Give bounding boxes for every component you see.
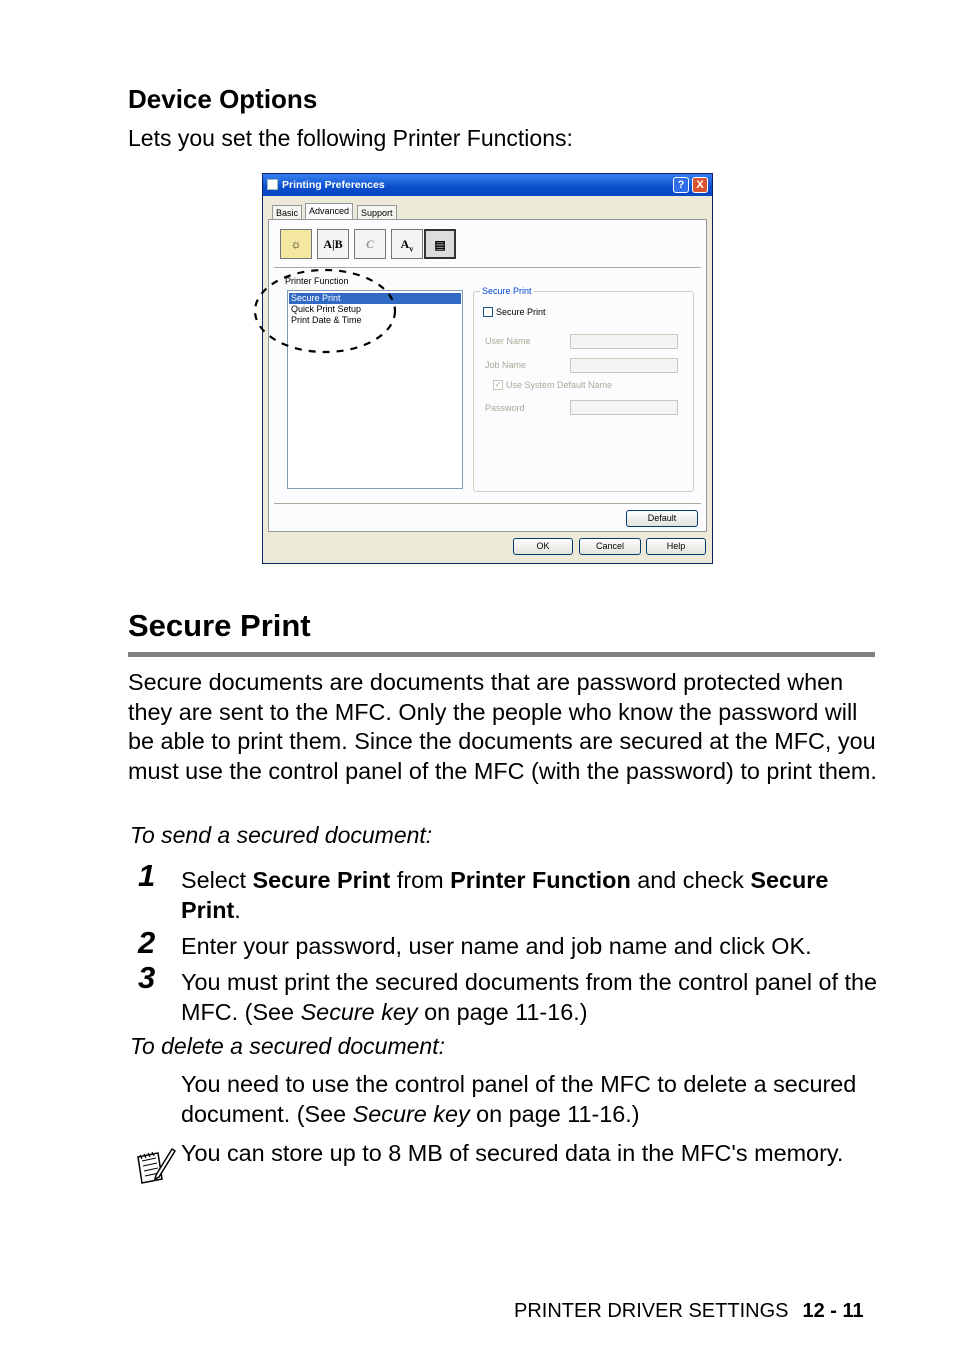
- list-item-quick-print-setup[interactable]: Quick Print Setup: [291, 304, 362, 314]
- section-heading-secure-print: Secure Print: [128, 608, 311, 643]
- dialog-titlebar[interactable]: [263, 174, 712, 196]
- ok-button[interactable]: OK: [513, 538, 573, 555]
- printing-preferences-dialog: [262, 173, 713, 564]
- help-button[interactable]: Help: [646, 538, 706, 555]
- step-number: 3: [138, 960, 156, 995]
- list-item-secure-print[interactable]: Secure Print: [289, 293, 461, 304]
- dialog-title: Printing Preferences: [282, 179, 385, 191]
- footer-section: PRINTER DRIVER SETTINGS: [514, 1300, 789, 1322]
- cancel-button[interactable]: Cancel: [579, 538, 641, 555]
- printer-icon: [267, 179, 278, 190]
- password-input[interactable]: [570, 400, 678, 415]
- user-name-input[interactable]: [570, 334, 678, 349]
- step-text: You must print the secured documents from the control panel of the MFC. (See Secure key on page 11-16.): [181, 969, 878, 1025]
- use-system-default-label: Use System Default Name: [506, 380, 613, 390]
- note-pencil-icon: [134, 1145, 176, 1187]
- default-button[interactable]: Default: [626, 510, 698, 527]
- step-number: 1: [138, 858, 156, 893]
- scaling-icon[interactable]: $A_v$: [391, 229, 423, 259]
- note-text: You can store up to 8 MB of secured data in the MFC's memory.: [181, 1140, 844, 1166]
- tab-advanced[interactable]: Advanced: [305, 203, 353, 221]
- secure-print-checkbox-label: Secure Print: [496, 307, 546, 317]
- secure-print-group: [473, 286, 694, 492]
- section-heading-device-options: Device Options: [128, 84, 318, 114]
- group-title: Secure Print: [482, 286, 532, 296]
- use-system-default-checkbox[interactable]: ✓: [494, 380, 502, 389]
- duplex-icon[interactable]: A|B: [317, 229, 349, 259]
- send-subheading: To send a secured document:: [130, 822, 433, 848]
- job-name-input[interactable]: [570, 358, 678, 373]
- page-footer: [514, 1300, 864, 1323]
- delete-subheading: To delete a secured document:: [130, 1033, 445, 1059]
- body-paragraph: Secure documents are documents that are password protected when they are sent to the MFC. Only the people who know the password will be able to print them. Since the documents are secured at the MFC, you must use the control panel of the MFC (with the password) to print them.: [128, 669, 877, 784]
- tab-support[interactable]: Support: [357, 205, 397, 220]
- watermark-icon[interactable]: C: [354, 229, 386, 259]
- step-number: 2: [138, 925, 156, 960]
- divider: [274, 503, 701, 505]
- secure-print-checkbox[interactable]: [483, 307, 493, 317]
- printer-function-label: Printer Function: [285, 276, 349, 286]
- device-options-icon[interactable]: ▤: [424, 229, 456, 259]
- password-label: Password: [485, 403, 525, 413]
- highlight-ellipse: [250, 265, 405, 360]
- help-title-button[interactable]: ?: [673, 177, 689, 193]
- page-number: 12 - 11: [802, 1300, 864, 1322]
- tab-basic[interactable]: Basic: [272, 205, 302, 220]
- heading-rule: [128, 652, 875, 657]
- list-item-print-date-time[interactable]: Print Date & Time: [291, 315, 362, 325]
- user-name-label: User Name: [485, 336, 531, 346]
- intro-text: Lets you set the following Printer Functions:: [128, 125, 573, 151]
- step-text: Select Secure Print from Printer Function and check Secure Print.: [181, 867, 829, 923]
- delete-paragraph: You need to use the control panel of the MFC to delete a secured document. (See Secure key on page 11-16.): [181, 1071, 857, 1127]
- job-name-label: Job Name: [485, 360, 527, 370]
- step-text: Enter your password, user name and job name and click OK.: [181, 933, 812, 959]
- close-icon[interactable]: X: [692, 177, 708, 193]
- quality-icon[interactable]: ☼: [280, 229, 312, 259]
